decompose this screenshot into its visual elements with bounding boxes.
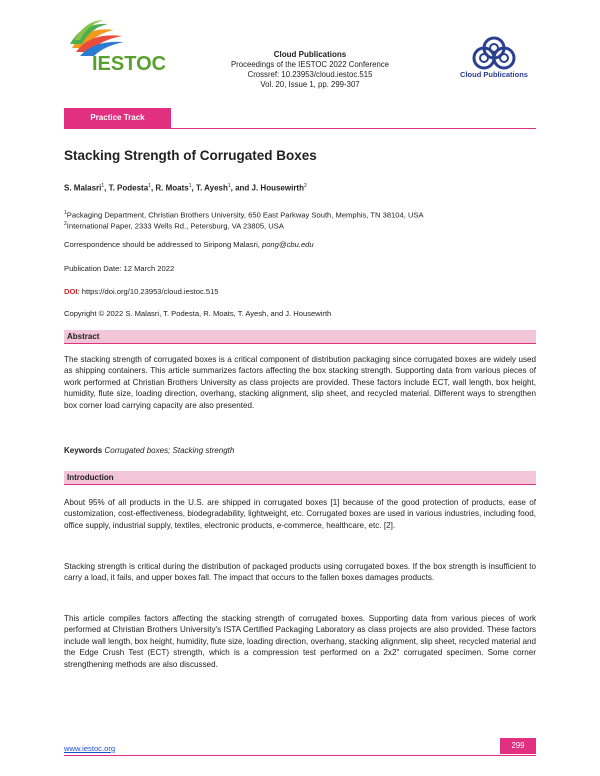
publication-date: Publication Date: 12 March 2022: [64, 264, 175, 273]
track-badge: Practice Track: [64, 108, 171, 128]
intro-paragraph-2: Stacking strength is critical during the distribution of packaged products using corrugated boxes. If the box strength is insufficient to carry a load, it fails, and upper boxes fall. The impact that occurs to the fallen boxes damages products.: [64, 562, 536, 583]
author-name: R. Moats: [155, 183, 189, 193]
abstract-text: The stacking strength of corrugated boxes is a critical component of distribution packaging since corrugated boxes are widely used as shipping containers. This article summarizes factors affecting the box stacking strength. Supporting data from various pieces of work performed at Christian Brothers University as class projects are provided. These factors include ECT, wall length, box height, humidity, flute size, loading direction, overhang, stacking alignment, slip sheet, and recycled material. Different ways to strengthen box corner load carrying capacity are also presented.: [64, 355, 536, 410]
affiliation-1: $^1$Packaging Department, Christian Brothers University, 650 East Parkway South, Memphis, TN 38104, USA: [64, 210, 424, 220]
publisher-name: Cloud Publications: [273, 50, 347, 59]
svg-text:IESTOC: IESTOC: [92, 53, 167, 75]
author-name: T. Podesta: [108, 183, 149, 193]
copyright: Copyright © 2022 S. Malasri, T. Podesta, R. Moats, T. Ayesh, and J. Housewirth: [64, 309, 332, 318]
logo-right-caption: Cloud Publications: [460, 70, 528, 79]
author-name: J. Housewirth: [251, 183, 304, 193]
intro-paragraph-3: This article compiles factors affecting the stacking strength of corrugated boxes. Supporting data from various pieces of work performed at Christian Brothers University's ISTA Certified Packaging Laboratory as class projects are also provided. These factors include wall length, box height, humidity, flute size, loading direction, overhang, stacking alignment, slip sheet, recycled material and the Edge Crush Test (ECT) strength, which is a compression test performed on a 2x2" corrugated specimen. Some corner strengthening methods are also discussed.: [64, 614, 536, 669]
keywords: Keywords Corrugated boxes; Stacking strength: [64, 446, 235, 455]
correspondence: Correspondence should be addressed to Siripong Malasri, pong@cbu.edu: [64, 240, 314, 249]
intro-paragraph-1: About 95% of all products in the U.S. are shipped in corrugated boxes [1] because of the good protection of products, ease of customization, cost-effectiveness, biodegradability, lightweight, etc. Corrugated boxes are used in various industries, including food, office supply, industrial supply, textiles, electronic products, e-commerce, healthcare, etc. [2].: [64, 498, 536, 530]
cloud-logo-icon: [452, 34, 536, 74]
author-name: S. Malasri: [64, 183, 102, 193]
doi-link[interactable]: : https://doi.org/10.23953/cloud.iestoc.515: [77, 287, 219, 296]
doi-line: DOI: https://doi.org/10.23953/cloud.iestoc.515: [64, 287, 219, 296]
iestoc-swirl-icon: [64, 18, 184, 78]
abstract-heading: Abstract: [64, 330, 536, 344]
author-name: T. Ayesh: [195, 183, 228, 193]
author-list: S. Malasri$^1$, T. Podesta$^1$, R. Moats$^1$, T. Ayesh$^1$, and J. Housewirth$^2$: [64, 183, 307, 193]
proceedings-line: Proceedings of the IESTOC 2022 Conference: [230, 60, 390, 69]
paper-title: Stacking Strength of Corrugated Boxes: [64, 148, 317, 163]
track-divider: [64, 128, 536, 129]
affiliation-2: $^2$International Paper, 2333 Wells Rd., Petersburg, VA 23805, USA: [64, 221, 284, 231]
crossref-line: Crossref: 10.23953/cloud.iestoc.515: [247, 70, 373, 79]
volume-line: Vol. 20, Issue 1, pp. 299-307: [260, 80, 360, 89]
iestoc-logo: [64, 18, 184, 78]
introduction-heading: Introduction: [64, 471, 536, 485]
page-number: 299: [500, 738, 536, 754]
footer-divider: [64, 755, 536, 756]
email-link[interactable]: pong@cbu.edu: [261, 240, 314, 249]
footer-website-link[interactable]: www.iestoc.org: [64, 744, 116, 753]
